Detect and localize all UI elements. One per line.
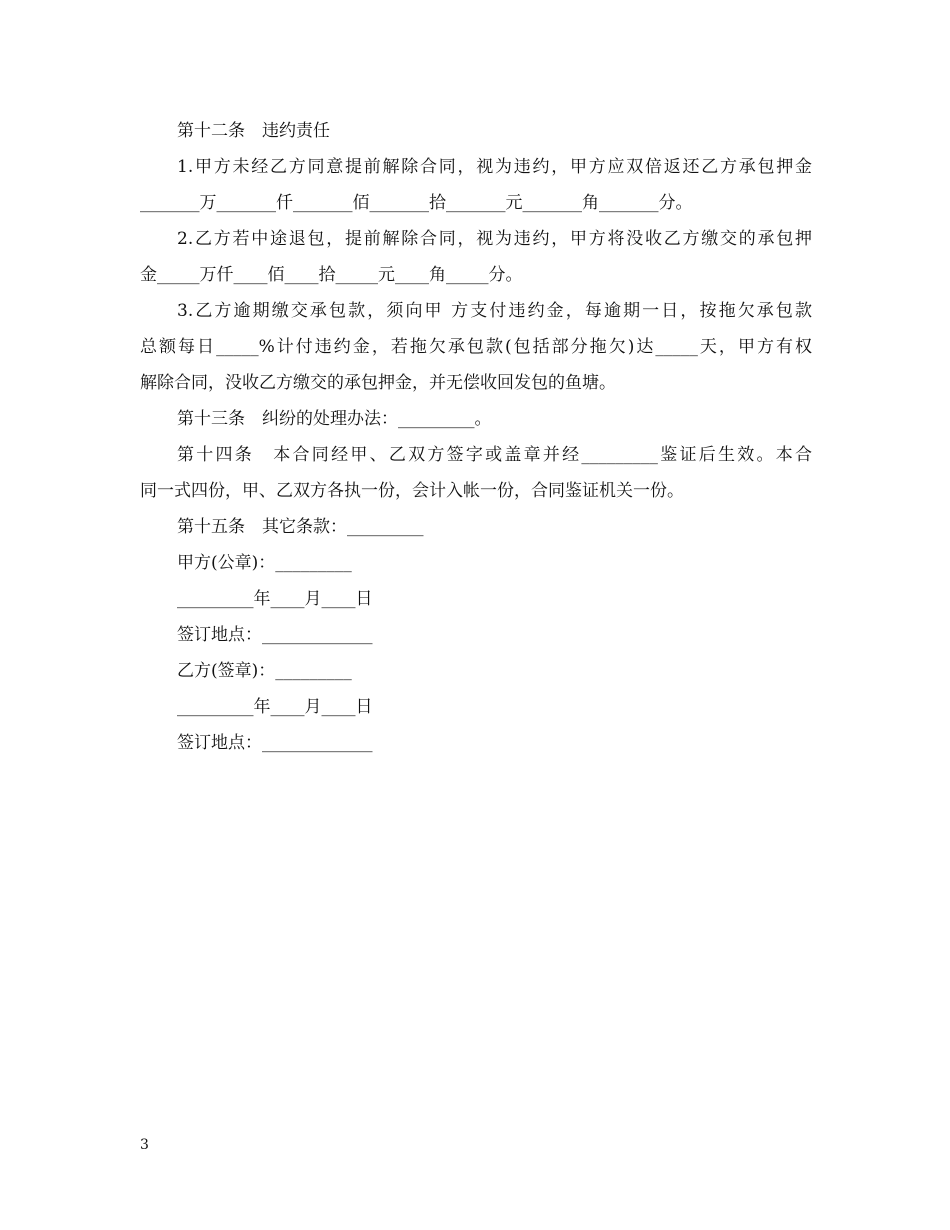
text-line: 3.乙方逾期缴交承包款，须向甲 方支付违约金，每逾期一日，按拖欠承包款: [177, 301, 812, 321]
text-line: _______万_______仟_______佰_______拾_______元_______角_______分。: [140, 193, 693, 213]
text-line: 第十三条 纠纷的处理办法：_________。: [177, 409, 492, 429]
text-line: 第十四条 本合同经甲、乙双方签字或盖章并经_________鉴证后生效。本合: [177, 445, 812, 465]
text-line: _________年____月____日: [177, 589, 373, 609]
text-line: 第十五条 其它条款：_________: [177, 517, 424, 537]
text-line: 总额每日_____%计付违约金，若拖欠承包款(包括部分拖欠)达_____天，甲方有权: [140, 337, 812, 357]
text-line: 甲方(公章)：_________: [177, 553, 352, 573]
text-line: 2.乙方若中途退包，提前解除合同，视为违约，甲方将没收乙方缴交的承包押: [177, 229, 812, 249]
text-line: _________年____月____日: [177, 697, 373, 717]
text-line: 同一式四份，甲、乙双方各执一份，会计入帐一份，合同鉴证机关一份。: [140, 481, 684, 501]
document-body: [140, 113, 812, 761]
text-line: 乙方(签章)：_________: [177, 661, 352, 681]
page-number: 3: [140, 1137, 149, 1153]
text-line: 解除合同，没收乙方缴交的承包押金，并无偿收回发包的鱼塘。: [140, 373, 616, 393]
text-line: 1.甲方未经乙方同意提前解除合同，视为违约，甲方应双倍返还乙方承包押金: [177, 157, 812, 177]
text-line: 金_____万仟____佰____拾_____元____角_____分。: [140, 265, 523, 285]
text-line: 签订地点：_____________: [177, 733, 373, 753]
text-line: 签订地点：_____________: [177, 625, 373, 645]
text-line: 第十二条 违约责任: [177, 121, 330, 141]
